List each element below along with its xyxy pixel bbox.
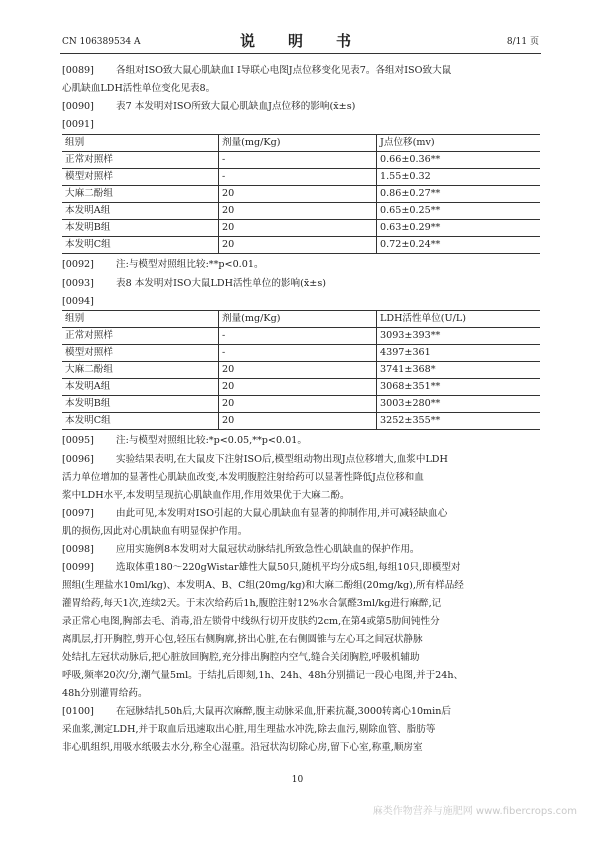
paragraph-tag: [0096] [62,454,94,465]
paragraph-line: 活力单位增加的显著性心肌缺血改变,本发明腹腔注射给药可以显著性降低J点位移和血 [62,472,424,483]
watermark: 麻类作物营养与施肥网 www.fibercrops.com [372,806,577,817]
header-rule [60,53,541,54]
table-cell: 1.55±0.32 [377,169,541,186]
paragraph-line: 录正常心电图,胸部去毛、消毒,沿左锁骨中线纵行切开皮肤约2cm,在第4或第5肋间钝性分 [62,616,440,627]
table-cell: 20 [219,203,377,220]
table-note: 注:与模型对照组比较:**p<0.01。 [116,259,264,270]
paragraph-0094 [62,293,537,311]
table-row [62,152,540,169]
document-title: 说 明 书 [240,32,361,50]
table-row [62,237,540,254]
table-cell: 3003±280** [377,396,541,413]
table-cell: 0.65±0.25** [377,203,541,220]
table-row [62,186,540,203]
table-header-row [62,311,540,328]
table-8 [62,310,540,430]
table-cell: 本发明C组 [62,237,219,254]
table-row [62,362,540,379]
table-cell: - [219,152,377,169]
paragraph-0100 [62,703,537,757]
page-number: 10 [291,775,304,785]
table-cell: 20 [219,413,377,430]
paragraph-tag: [0100] [62,706,94,717]
table-cell: - [219,345,377,362]
table-cell: 3252±355** [377,413,541,430]
table-cell: 模型对照样 [62,169,219,186]
table-cell: 20 [219,237,377,254]
paragraph-line: 照组(生理盐水10ml/kg)、本发明A、B、C组(20mg/kg)和大麻二酚组(20mg/kg),所有样品经 [62,580,464,591]
table-row [62,413,540,430]
paragraph-line: 处结扎左冠状动脉后,把心脏放回胸腔,充分排出胸腔内空气,缝合关闭胸腔,呼吸机辅助 [62,652,420,663]
paragraph-tag: [0094] [62,296,94,307]
header-cell: 组别 [62,311,219,328]
paragraph-tag: [0089] [62,65,94,76]
table-cell: 0.72±0.24** [377,237,541,254]
paragraph-0098 [62,541,537,559]
table-note: 注:与模型对照组比较:*p<0.05,**p<0.01。 [116,435,307,446]
table-row [62,203,540,220]
table-cell: 模型对照样 [62,345,219,362]
paragraph-tag: [0098] [62,544,94,555]
paragraph-tag: [0091] [62,119,94,130]
table-cell: 3093±393** [377,328,541,345]
paragraph-text: 选取体重180～220gWistar雄性大鼠50只,随机平均分成5组,每组10只,即模型对 [116,562,461,573]
table-row [62,345,540,362]
table-cell: 20 [219,396,377,413]
paragraph-text: 在冠脉结扎50h后,大鼠再次麻醉,腹主动脉采血,肝素抗凝,3000转离心10min后 [116,706,451,717]
paragraph-0089 [62,62,537,98]
header-cell: J点位移(mv) [377,135,541,152]
table-cell: 大麻二酚组 [62,186,219,203]
table-cell: 0.86±0.27** [377,186,541,203]
paragraph-line: 48h分别灌胃给药。 [62,688,148,699]
table-caption: 表8 本发明对ISO大鼠LDH活性单位的影响(x̄±s) [116,278,326,289]
paragraph-0090 [62,98,537,116]
table-cell: 20 [219,186,377,203]
table-cell: 20 [219,220,377,237]
header-cell: 剂量(mg/Kg) [219,135,377,152]
paragraph-text: 应用实施例8本发明对大鼠冠状动脉结扎所致急性心肌缺血的保护作用。 [116,544,420,555]
header-cell: LDH活性单位(U/L) [377,311,541,328]
table-row [62,220,540,237]
paragraph-0091 [62,116,537,134]
table-header-row [62,135,540,152]
paragraph-text: 由此可见,本发明对ISO引起的大鼠心肌缺血有显著的抑制作用,并可减轻缺血心 [116,508,448,519]
table-cell: 3741±368* [377,362,541,379]
paragraph-0099 [62,559,537,703]
table-cell: 本发明A组 [62,203,219,220]
paragraph-0092 [62,256,537,274]
paragraph-line: 离肌层,打开胸腔,剪开心包,轻压右侧胸廓,挤出心脏,在右侧圆锥与左心耳之间冠状静脉 [62,634,423,645]
table-cell: 大麻二酚组 [62,362,219,379]
patent-number: CN 106389534 A [62,37,141,47]
paragraph-tag: [0090] [62,101,94,112]
table-cell: - [219,328,377,345]
paragraph-text-cont: 心肌缺血LDH活性单位变化见表8。 [62,83,216,94]
paragraph-tag: [0099] [62,562,94,573]
paragraph-0097 [62,505,537,541]
paragraph-0096 [62,451,537,505]
table-cell: 20 [219,379,377,396]
table-cell: 本发明B组 [62,220,219,237]
table-7 [62,134,540,254]
paragraph-0093 [62,275,537,293]
table-row [62,328,540,345]
paragraph-line: 灌胃给药,每天1次,连续2天。于末次给药后1h,腹腔注射12%水合氯醛3ml/kg进行麻醉,记 [62,598,442,609]
table-cell: 本发明C组 [62,413,219,430]
table-cell: 正常对照样 [62,328,219,345]
table-cell: - [219,169,377,186]
table-cell: 0.66±0.36** [377,152,541,169]
paragraph-text: 各组对ISO致大鼠心肌缺血I I导联心电图J点位移变化见表7。各组对ISO致大鼠 [116,65,452,76]
table-row [62,396,540,413]
table-row [62,169,540,186]
header-cell: 组别 [62,135,219,152]
paragraph-tag: [0093] [62,278,94,289]
table-cell: 0.63±0.29** [377,220,541,237]
paragraph-line: 浆中LDH水平,本发明呈现抗心肌缺血作用,作用效果优于大麻二酚。 [62,490,350,501]
paragraph-line: 呼吸,频率20次/分,潮气量5ml。于结扎后即刻,1h、24h、48h分别描记一段心电图,并于24h、 [62,670,464,681]
paragraph-text: 实验结果表明,在大鼠皮下注射ISO后,模型组动物出现J点位移增大,血浆中LDH [116,454,448,465]
paragraph-line: 肌的损伤,因此对心肌缺血有明显保护作用。 [62,526,248,537]
table-caption: 表7 本发明对ISO所致大鼠心肌缺血J点位移的影响(x̄±s) [116,101,356,112]
table-cell: 本发明A组 [62,379,219,396]
table-cell: 20 [219,362,377,379]
table-cell: 本发明B组 [62,396,219,413]
page-indicator: 8/11 页 [506,37,539,47]
header-cell: 剂量(mg/Kg) [219,311,377,328]
paragraph-0095 [62,432,537,450]
table-cell: 4397±361 [377,345,541,362]
table-cell: 3068±351** [377,379,541,396]
table-cell: 正常对照样 [62,152,219,169]
paragraph-tag: [0095] [62,435,94,446]
paragraph-line: 采血浆,测定LDH,并于取血后迅速取出心脏,用生理盐水冲洗,除去血污,剔除血管、脂肪等 [62,724,436,735]
paragraph-tag: [0092] [62,259,94,270]
paragraph-line: 非心肌组织,用吸水纸吸去水分,称全心湿重。沿冠状沟切除心房,留下心室,称重,顺房室 [62,742,423,753]
paragraph-tag: [0097] [62,508,94,519]
table-row [62,379,540,396]
